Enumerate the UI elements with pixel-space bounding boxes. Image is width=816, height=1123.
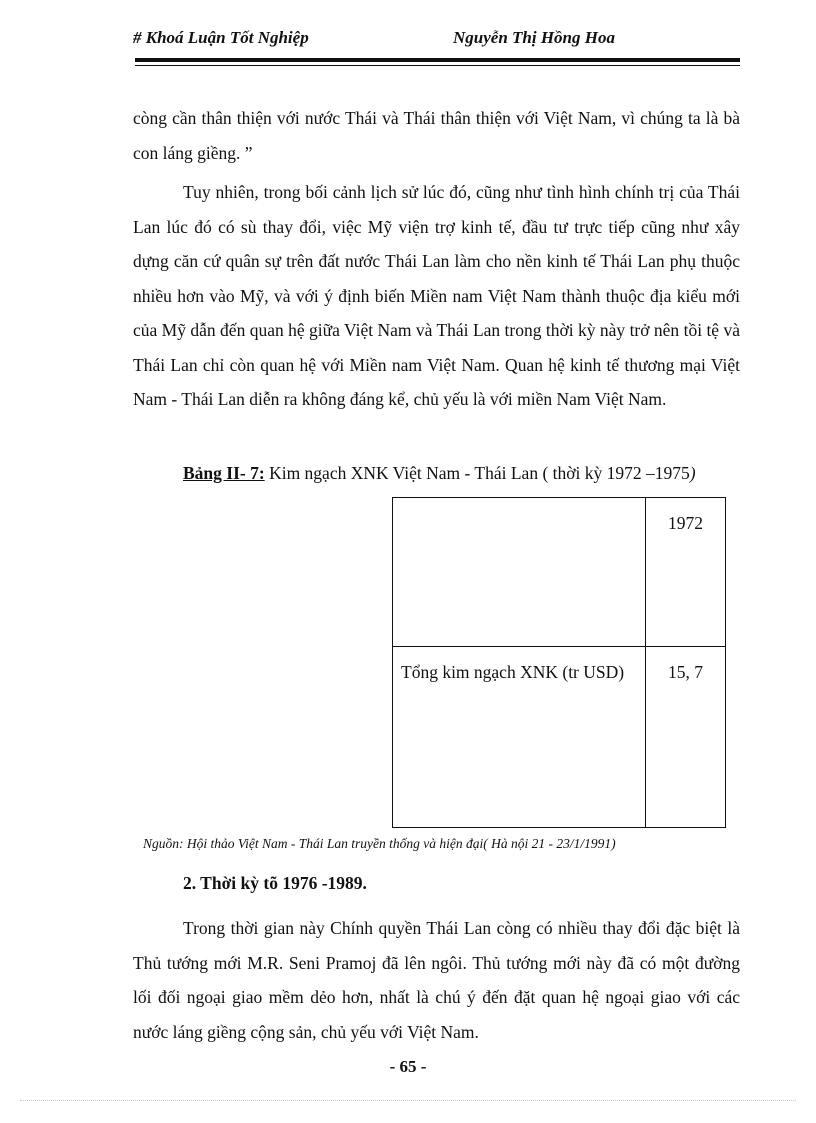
table-header-row	[393, 498, 726, 647]
page-header	[133, 28, 740, 50]
paragraph-continued: còng cần thân thiện với nước Thái và Thái thân thiện với Việt Nam, vì chúng ta là bà con láng giềng. ”	[133, 108, 740, 163]
table-header-year: 1972	[646, 498, 726, 647]
table-source: Nguồn: Hội thảo Việt Nam - Thái Lan truyền thống và hiện đại( Hà nội 21 - 23/1/1991)	[143, 836, 616, 851]
table-row	[393, 647, 726, 828]
paragraph-section: Trong thời gian này Chính quyền Thái Lan còng có nhiều thay đổi đặc biệt là Thủ tướng mới M.R. Seni Pramoj đã lên ngôi. Thủ tướng mới này đã có một đường lối đối ngoại giao mềm dẻo hơn, nhất là chú ý đến đặt quan hệ ngoại giao với các nước láng giềng cộng sản, chủ yếu với Việt Nam.	[133, 918, 740, 1042]
page-number: - 65 -	[389, 1057, 427, 1076]
header-rule-thick	[135, 58, 740, 62]
table-caption-text: Kim ngạch XNK Việt Nam - Thái Lan ( thời kỳ 1972 –1975	[264, 463, 690, 483]
table-caption-close: )	[689, 463, 696, 483]
page-bottom-divider	[20, 1100, 796, 1101]
header-thesis-title: # Khoá Luận Tốt Nghiệp	[133, 28, 309, 47]
table-row-label: Tổng kim ngạch XNK (tr USD)	[393, 647, 646, 828]
table-caption	[183, 463, 696, 484]
table-row-value: 15, 7	[646, 647, 726, 828]
section-heading: 2. Thời kỳ tõ 1976 -1989.	[183, 873, 367, 893]
header-rule-thin	[135, 65, 740, 66]
trade-table	[392, 497, 726, 828]
table-header-empty-cell	[393, 498, 646, 647]
paragraph-context: Tuy nhiên, trong bối cảnh lịch sử lúc đó, cũng như tình hình chính trị của Thái Lan lúc đó có sù thay đổi, việc Mỹ viện trợ kinh tế, đầu tư trực tiếp cũng như xây dựng căn cứ quân sự trên đất nước Thái Lan làm cho nền kinh tế Thái Lan phụ thuộc nhiều hơn vào Mỹ, và với ý định biến Miền nam Việt Nam thành thuộc địa kiểu mới của Mỹ dẫn đến quan hệ giữa Việt Nam và Thái Lan trong thời kỳ này trở nên tồi tệ và Thái Lan chỉ còn quan hệ với Miền nam Việt Nam. Quan hệ kinh tế thương mại Việt Nam - Thái Lan diễn ra không đáng kể, chủ yếu là với miền Nam Việt Nam.	[133, 182, 740, 409]
table-caption-label: Bảng II- 7:	[183, 463, 265, 483]
header-author: Nguyễn Thị Hồng Hoa	[453, 28, 615, 47]
